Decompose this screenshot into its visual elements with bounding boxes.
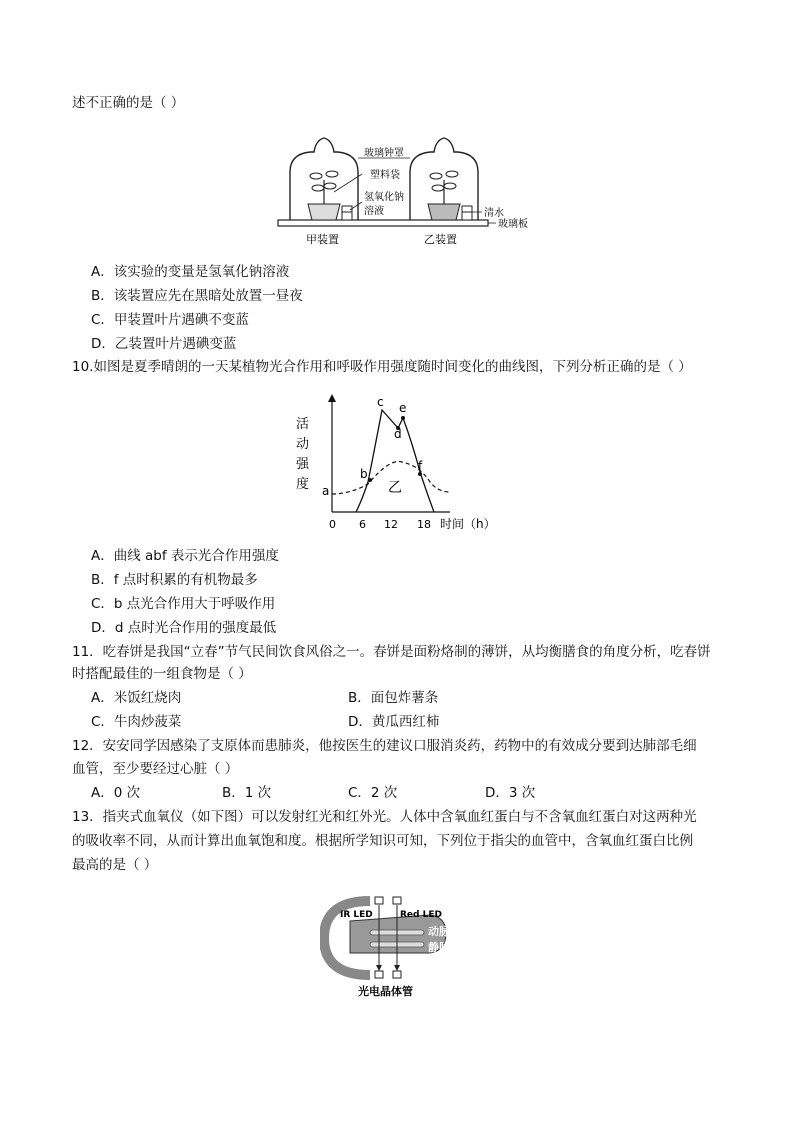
q10-option-b: B．f 点时积累的有机物最多: [91, 572, 258, 588]
x-axis-label: 时间（h）: [440, 517, 496, 531]
x-tick-0: 0: [329, 518, 336, 531]
water-label: 清水: [484, 208, 504, 219]
point-b-label: b: [360, 467, 368, 481]
y-label-2: 动: [296, 437, 310, 452]
naoh-label-line1: 氢氧化钠: [364, 192, 404, 203]
x-tick-12: 12: [384, 518, 398, 531]
q9-option-b: B．该装置应先在黑暗处放置一昼夜: [91, 288, 303, 304]
red-led-label: Red LED: [400, 910, 442, 920]
q9-option-c: C．甲装置叶片遇碘不变蓝: [91, 312, 249, 328]
q10-option-a: A．曲线 abf 表示光合作用强度: [91, 548, 279, 564]
q11-option-b: B．面包炸薯条: [348, 690, 439, 706]
q9-stem-tail: 述不正确的是（ ）: [72, 95, 185, 111]
q9-option-a: A．该实验的变量是氢氧化钠溶液: [91, 264, 290, 280]
q12-option-c: C．2 次: [348, 785, 398, 801]
q10-option-c: C．b 点光合作用大于呼吸作用: [91, 596, 276, 612]
q10-activity-graph: [290, 392, 510, 537]
y-label-4: 度: [296, 477, 310, 492]
q11-stem-line1: 11．吃春饼是我国“立春”节气民间饮食风俗之一。春饼是面粉烙制的薄饼，从均衡膳食的角度分析，吃春饼: [72, 644, 711, 660]
q12-option-d: D．3 次: [485, 785, 536, 801]
x-tick-18: 18: [417, 518, 431, 531]
q9-option-d: D．乙装置叶片遇碘变蓝: [91, 336, 237, 352]
plastic-bag-label: 塑料袋: [370, 170, 400, 181]
artery-label: 动脉: [428, 925, 450, 938]
naoh-label-line2: 溶液: [364, 206, 384, 217]
photo-transistor-label: 光电晶体管: [358, 985, 413, 998]
q11-option-d: D．黄瓜西红柿: [348, 714, 440, 730]
q13-oximeter-figure: [320, 893, 470, 1003]
q10-stem: 10.如图是夏季晴朗的一天某植物光合作用和呼吸作用强度随时间变化的曲线图，下列分析正确的是（ ）: [72, 359, 692, 375]
q12-option-a: A．0 次: [91, 785, 141, 801]
device-a-label: 甲装置: [306, 233, 339, 246]
point-c-label: c: [377, 395, 384, 409]
q9-apparatus-figure: [270, 132, 540, 250]
q10-option-d: D．d 点时光合作用的强度最低: [91, 620, 277, 636]
device-b-label: 乙装置: [424, 233, 457, 246]
q12-stem-line2: 血管，至少要经过心脏（ ）: [72, 761, 239, 777]
q12-option-b: B．1 次: [222, 785, 272, 801]
point-a-label: a: [322, 484, 330, 498]
q11-option-a: A．米饭红烧肉: [91, 690, 182, 706]
q11-option-c: C．牛肉炒菠菜: [91, 714, 182, 730]
x-tick-6: 6: [359, 518, 366, 531]
y-label-3: 强: [296, 457, 310, 472]
curve-yi-label: 乙: [388, 480, 402, 496]
point-f-label: f: [418, 459, 423, 473]
point-d-label: d: [394, 427, 402, 441]
q13-stem-line1: 13．指夹式血氧仪（如下图）可以发射红光和红外光。人体中含氧血红蛋白与不含氧血红蛋白对这两种光: [72, 809, 697, 825]
q13-stem-line2: 的吸收率不同，从而计算出血氧饱和度。根据所学知识可知，下列位于指尖的血管中，含氧血红蛋白比例: [72, 833, 693, 849]
q13-stem-line3: 最高的是（ ）: [72, 857, 158, 873]
ir-led-label: IR LED: [340, 910, 373, 920]
vein-label: 静脉: [428, 941, 450, 954]
y-label-1: 活: [296, 417, 310, 432]
glass-plate-label: 玻璃板: [498, 219, 528, 230]
bell-jar-label: 玻璃钟罩: [364, 148, 404, 159]
point-e-label: e: [399, 401, 407, 415]
q12-stem-line1: 12．安安同学因感染了支原体而患肺炎，他按医生的建议口服消炎药，药物中的有效成分要到达肺部毛细: [72, 738, 697, 754]
q11-stem-line2: 时搭配最佳的一组食物是（ ）: [72, 666, 252, 682]
